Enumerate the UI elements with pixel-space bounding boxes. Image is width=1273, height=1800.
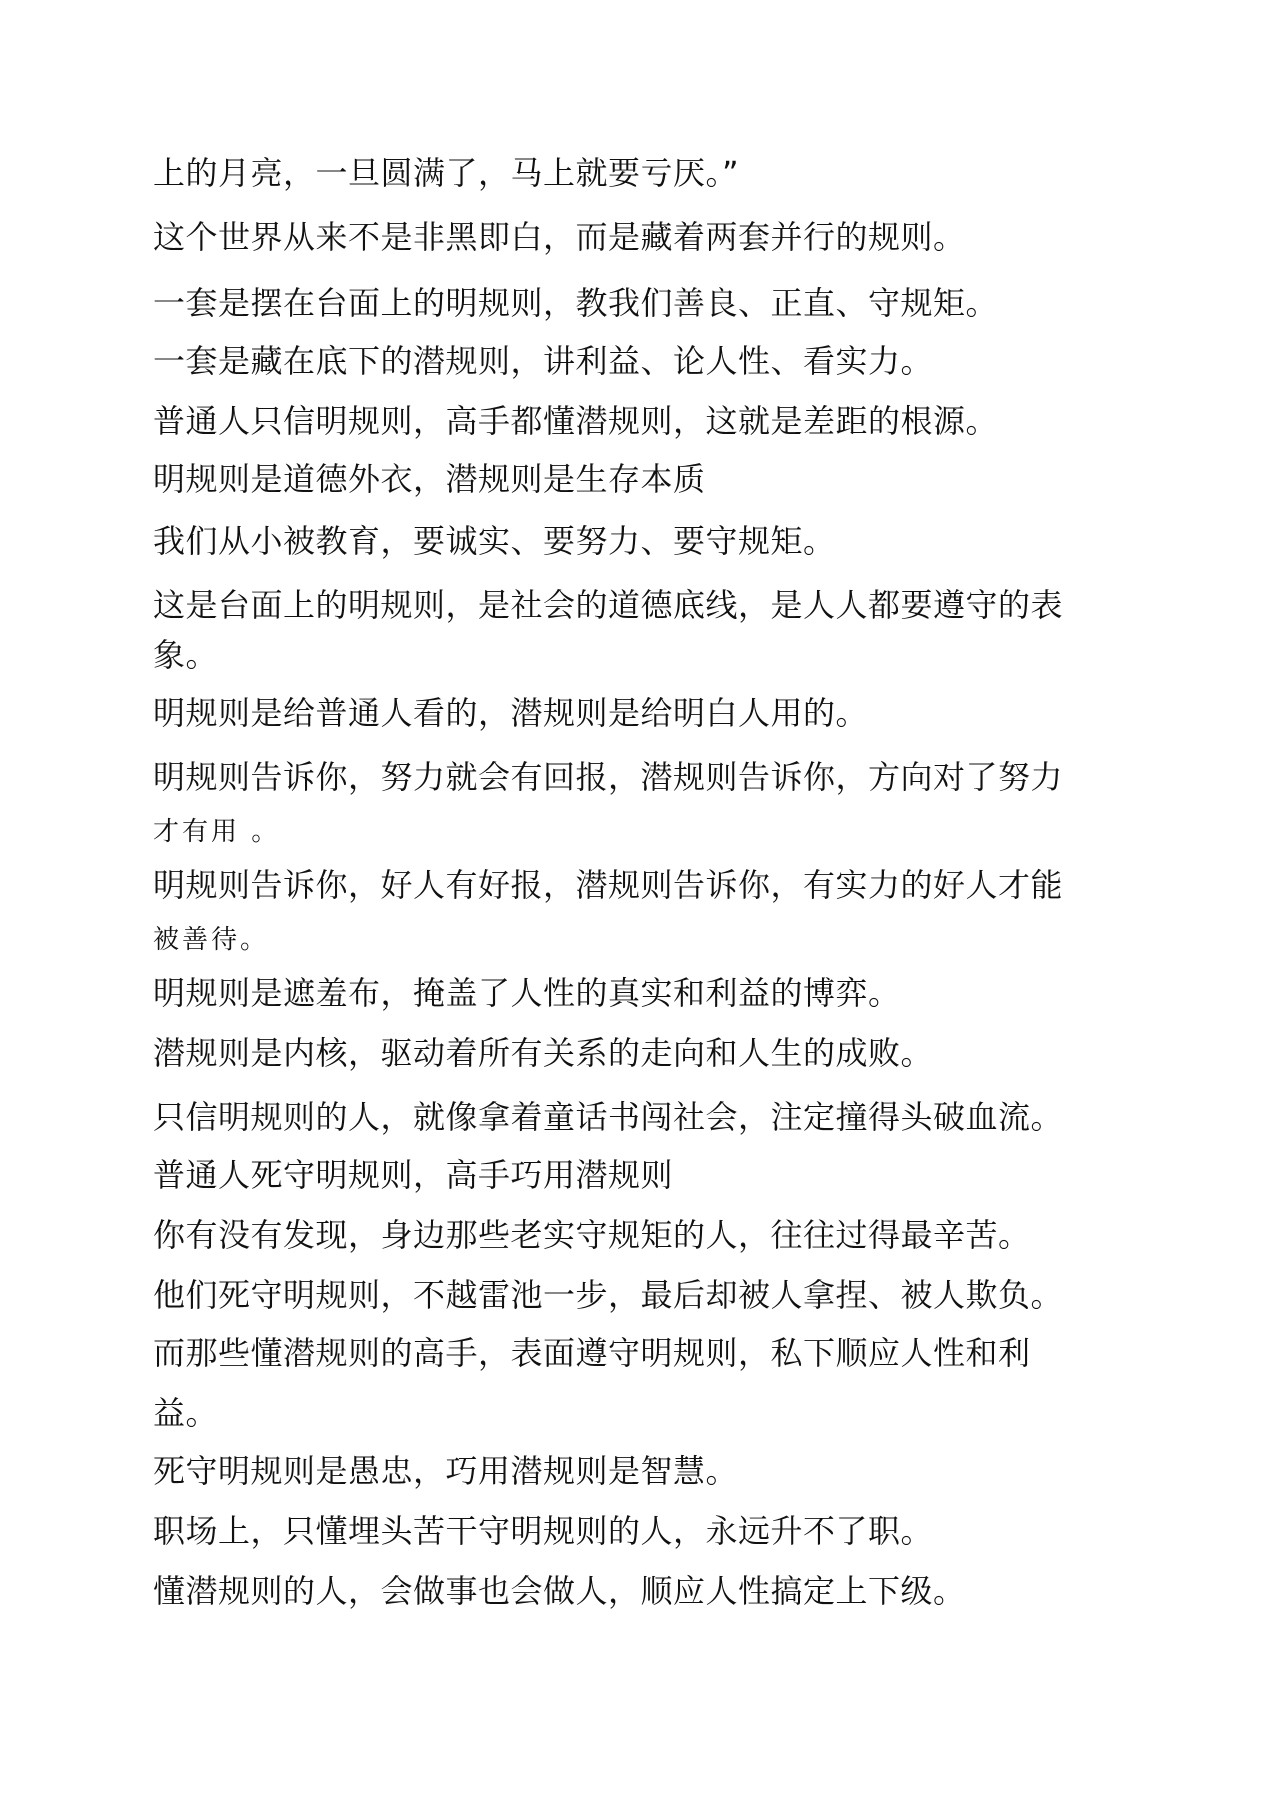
text-line: 才有用 。	[153, 817, 281, 847]
text-line: 象。	[153, 636, 219, 674]
text-line: 一套是摆在台面上的明规则，教我们善良、正直、守规矩。	[153, 284, 999, 322]
text-line: 明规则告诉你，努力就会有回报，潜规则告诉你，方向对了努力	[153, 758, 1064, 796]
text-line: 你有没有发现，身边那些老实守规矩的人，往往过得最辛苦。	[153, 1216, 1031, 1254]
section-heading: 明规则是道德外衣，潜规则是生存本质	[153, 460, 706, 498]
text-line: 这是台面上的明规则，是社会的道德底线，是人人都要遵守的表	[153, 586, 1064, 624]
text-line: 死守明规则是愚忠，巧用潜规则是智慧。	[153, 1452, 739, 1490]
text-line: 只信明规则的人，就像拿着童话书闯社会，注定撞得头破血流。	[153, 1098, 1064, 1136]
text-line: 上的月亮，一旦圆满了，马上就要亏厌。”	[153, 154, 740, 192]
text-line: 益。	[153, 1394, 219, 1432]
text-line: 一套是藏在底下的潜规则，讲利益、论人性、看实力。	[153, 342, 934, 380]
text-line: 我们从小被教育，要诚实、要努力、要守规矩。	[153, 522, 836, 560]
text-line: 懂潜规则的人，会做事也会做人，顺应人性搞定上下级。	[153, 1572, 966, 1610]
text-line: 明规则是给普通人看的，潜规则是给明白人用的。	[153, 694, 869, 732]
text-line: 明规则告诉你，好人有好报，潜规则告诉你，有实力的好人才能	[153, 866, 1064, 904]
text-line: 明规则是遮羞布，掩盖了人性的真实和利益的博弈。	[153, 974, 901, 1012]
text-line: 潜规则是内核，驱动着所有关系的走向和人生的成败。	[153, 1034, 934, 1072]
text-line: 职场上，只懂埋头苦干守明规则的人，永远升不了职。	[153, 1512, 934, 1550]
text-line: 他们死守明规则，不越雷池一步，最后却被人拿捏、被人欺负。	[153, 1276, 1064, 1314]
text-line: 普通人只信明规则，高手都懂潜规则，这就是差距的根源。	[153, 402, 999, 440]
text-line: 这个世界从来不是非黑即白，而是藏着两套并行的规则。	[153, 218, 966, 256]
text-line: 被善待。	[153, 925, 270, 955]
text-line: 而那些懂潜规则的高手，表面遵守明规则，私下顺应人性和利	[153, 1334, 1031, 1372]
section-heading: 普通人死守明规则，高手巧用潜规则	[153, 1156, 674, 1194]
